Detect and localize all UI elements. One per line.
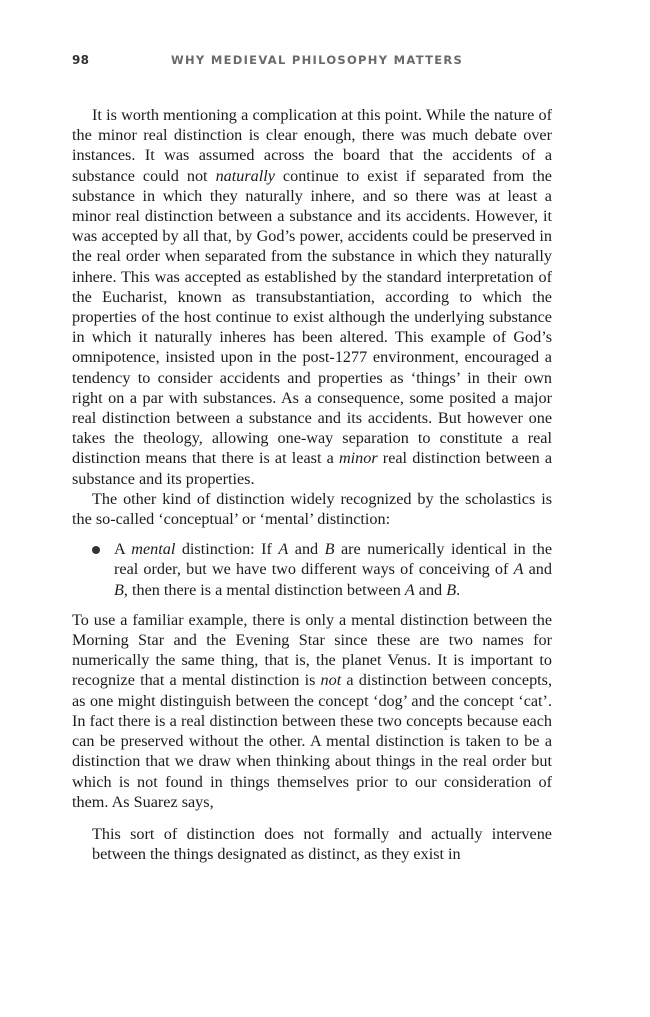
page-number: 98: [72, 53, 90, 67]
paragraph-3: To use a familiar example, there is only a mental distinction between the Morning Star and the Evening Star since these are two names for numerically the same thing, that is, the planet Venus. It is important to recognize that a mental distinction is not a distinction between concepts, as one might distinguish between the concept ‘dog’ and the concept ‘cat’. In fact there is a real distinction between these two concepts because each can be preserved without the other. A mental distinction is taken to be a distinction that we draw when thinking about things in the real order but which is not found in things themselves prior to our consideration of them. As Suarez says,: [72, 610, 553, 811]
emphasis-naturally: naturally: [215, 166, 275, 185]
body-text: [72, 105, 552, 864]
running-head: WHY MEDIEVAL PHILOSOPHY MATTERS: [171, 53, 464, 67]
page-header: [72, 53, 552, 73]
quote-text: This sort of distinction does not formally and actually intervene between the things designated as distinct, as they exist in: [92, 824, 552, 864]
bullet-icon: [92, 546, 100, 554]
definition-list: [92, 539, 552, 600]
emphasis-not: not: [320, 671, 342, 690]
emphasis-minor: minor: [338, 449, 378, 468]
bullet-mental-distinction: A mental distinction: If A and B are numerically identical in the real order, but we have two different ways of conceiving of A and B, then there is a mental distinction between A and B.: [92, 539, 552, 600]
paragraph-2: The other kind of distinction widely recognized by the scholastics is the so-called ‘conceptual’ or ‘mental’ distinction:: [72, 489, 552, 529]
paragraph-1: It is worth mentioning a complication at this point. While the nature of the minor real distinction is clear enough, there was much debate over instances. It was assumed across the board that the accidents of a substance could not naturally continue to exist if separated from the substance in which they naturally inhere, and so there was at least a minor real distinction between a substance and its accidents. However, it was accepted by all that, by God’s power, accidents could be preserved in the real order when separated from the substance in which they naturally inhere. This was accepted as established by the standard interpretation of the Eucharist, known as transubstantiation, according to which the properties of the host continue to exist although the underlying substance in which it naturally inheres has been altered. This example of God’s omnipotence, insisted upon in the post-1277 environment, encouraged a tendency to consider accidents and properties as ‘things’ in their own right on a par with substances. As a consequence, some posited a major real distinction between a substance and its accidents. But however one takes the theology, allowing one-way separation to constitute a real distinction means that there is at least a minor real distinction between a substance and its properties.: [72, 106, 553, 488]
block-quote: [72, 824, 552, 864]
